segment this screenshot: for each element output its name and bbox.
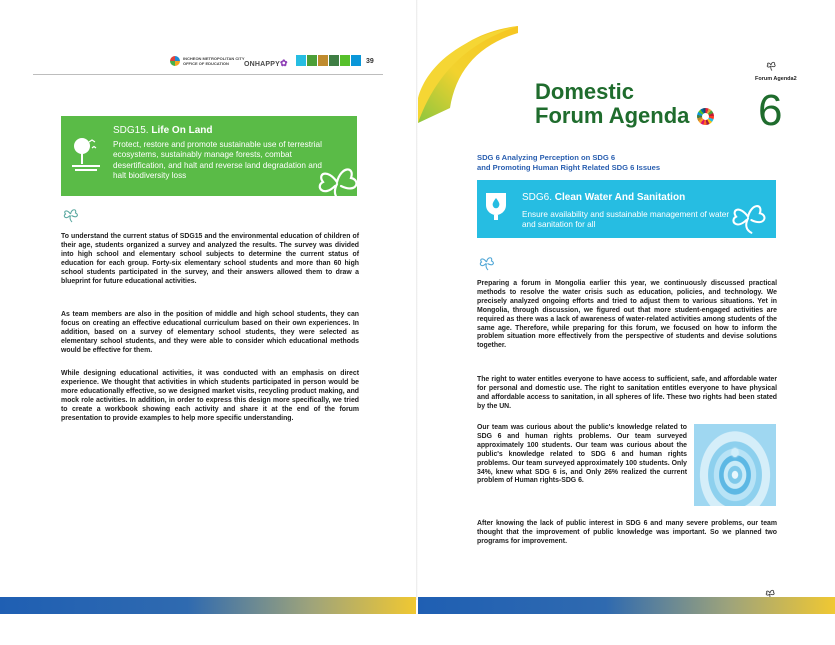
water-ripple-image xyxy=(694,424,776,506)
left-paragraph-1: To understand the current status of SDG15 and the environmental education of children of their age, students organized a survey and analyzed the results. The survey was divided into high school and elementary school subjects to determine the current status of education for each group. Forty-six elementary school students and more than 60 high school students participated in the survey, and their answers allowed them to draw a blueprint for future educational activities. xyxy=(61,233,359,285)
education-logo-icon xyxy=(170,56,180,66)
tree-icon xyxy=(72,134,100,174)
left-paragraph-2: As team members are also in the position of middle and high school students, they can focus on creating an effective educational curriculum based on their own experiences. In addition, based on a survey of elementary school students, they were selected as elementary school students, and they were able to consider which educational methods would be effective for them. xyxy=(61,311,359,354)
footer-bar-left xyxy=(0,597,416,614)
water-drop xyxy=(732,448,738,457)
flower-icon: ✿ xyxy=(280,58,288,68)
right-paragraph-2: The right to water entitles everyone to have access to sufficient, safe, and affordable water for personal and domestic use. The right to sanitation entitles everyone to have physical and affordable access to sanitation, in all spheres of life. These two rights had been stated by the UN. xyxy=(477,376,777,410)
sdg15-description: Protect, restore and promote sustainable use of terrestrial ecosystems, sustainably manage forests, combat desertification, and halt and reverse land degradation and halt biodiversity loss xyxy=(113,140,322,180)
sdg13-tile-icon xyxy=(329,55,339,66)
right-paragraph-1: Preparing a forum in Mongolia earlier this year, we continuously discussed practical methods to resolve the water crisis such as education, policies, and technology. We precisely analyzed ongoing efforts and tried to adjust them to various situations. Yet in Mongolia, through discussion, we figured out that more student-engaged activities are required as there was a lack of awareness of water-related activities among students of the same age. Therefore, while preparing for this forum, we focused on how to inform the problem situation more effectively from the perspective of students and devise solutions together. xyxy=(477,280,777,350)
edu-logo-line2: OFFICE OF EDUCATION xyxy=(183,61,229,66)
onhappy-logo xyxy=(244,58,288,69)
clover-icon xyxy=(726,196,770,234)
sdg6-title-bold: Clean Water And Sanitation xyxy=(554,192,686,203)
sdg12-tile-icon xyxy=(318,55,328,66)
left-paragraph-3: While designing educational activities, it was conducted with an emphasis on direct experience. We thought that activities in which students participated in person would be more educationally effective, so we designed market visits, recycling product making, and mock role activities. In addition, in order to express this design more specifically, we tried to create a workbook showing each activity and share it at the end of the forum presentation to provide examples to help more specific understanding. xyxy=(61,370,359,422)
sdg15-title-prefix: SDG15. xyxy=(113,125,149,136)
clover-icon xyxy=(311,158,363,202)
small-clover-icon xyxy=(478,254,495,271)
sdg6-title-prefix: SDG6. xyxy=(522,192,553,203)
right-paragraph-4: After knowing the lack of public interest in SDG 6 and many severe problems, our team thought that the improvement of public knowledge was important. So we planned two programs for improvement. xyxy=(477,520,777,545)
agenda-number: 6 xyxy=(758,86,783,135)
sdg3-tile-icon xyxy=(307,55,317,66)
right-paragraph-3: Our team was curious about the public's knowledge related to SDG 6 and human rights problems. Our team surveyed approximately 100 students. Our team was curious about the public's knowledge related to SDG 6 and human rights problems. Our team surveyed approximately 100 students. Only 34%, knew what SDG 6 is, and Only 26% realized the current problem of Human rights-SDG 6. xyxy=(477,424,687,485)
page-number: 39 xyxy=(366,58,374,65)
page-title xyxy=(535,80,689,128)
sdg-tiles xyxy=(296,55,361,66)
sdg14-tile-icon xyxy=(351,55,361,66)
sdg15-title xyxy=(113,125,212,136)
sdg15-title-bold: Life On Land xyxy=(151,125,213,136)
forum-agenda-label: Forum Agenda2 xyxy=(755,76,797,82)
sdg6-tile-icon xyxy=(296,55,306,66)
header-divider xyxy=(33,74,383,75)
sdg15-tile-icon xyxy=(340,55,350,66)
onhappy-text: ONHAPPY xyxy=(244,61,281,68)
edu-logo-line1: INCHEON METROPOLITAN CITY xyxy=(183,56,245,61)
title-line-1: Domestic xyxy=(535,79,635,104)
footer-bar-right xyxy=(418,597,835,614)
tiny-clover-icon xyxy=(766,60,776,71)
sdg-wheel-icon xyxy=(697,108,714,125)
office-of-education-logo xyxy=(170,56,244,66)
subtitle-line-1: SDG 6 Analyzing Perception on SDG 6 xyxy=(477,153,616,162)
title-line-2: Forum Agenda xyxy=(535,103,690,128)
sdg6-title xyxy=(522,192,685,203)
sdg6-description: Ensure availability and sustainable management of water and sanitation for all xyxy=(522,210,730,230)
sdg6-banner xyxy=(477,180,776,238)
subtitle xyxy=(477,153,777,173)
sdg15-banner xyxy=(61,116,357,196)
water-bottle-icon xyxy=(484,189,508,221)
subtitle-line-2: and Promoting Human Right Related SDG 6 Issues xyxy=(477,163,661,172)
small-clover-icon xyxy=(62,206,79,223)
yellow-swoosh-decoration xyxy=(418,13,518,123)
